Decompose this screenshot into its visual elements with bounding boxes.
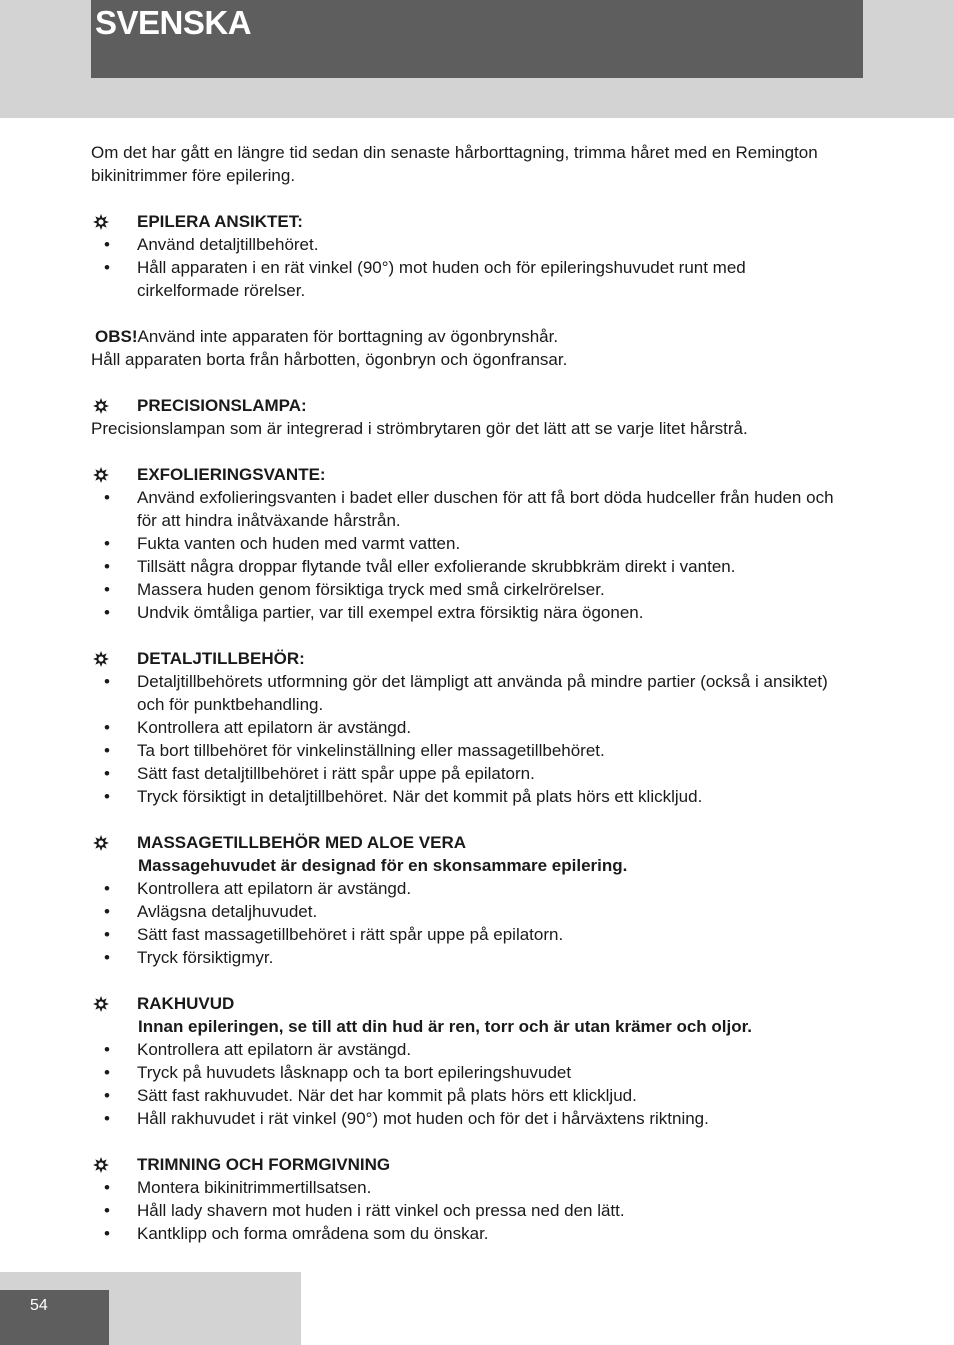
section-subline: Innan epileringen, se till att din hud är ren, torr och är utan krämer och oljor.: [138, 1017, 753, 1036]
section-heading-detail: [91, 647, 851, 670]
list-item: • Massera huden genom försiktiga tryck med små cirkelrörelser.: [104, 580, 605, 599]
sun-burst-icon: [91, 463, 111, 486]
intro-paragraph: Om det har gått en längre tid sedan din senaste hårborttagning, trimma håret med en Remington bikinitrimmer före epilering.: [91, 143, 818, 185]
section-heading-trim: [91, 1153, 851, 1176]
list-item: • Tillsätt några droppar flytande tvål eller exfolierande skrubbkräm direkt i vanten.: [104, 557, 736, 576]
list-item: • Kontrollera att epilatorn är avstängd.: [104, 879, 412, 898]
list-item: • Tryck försiktigt in detaljtillbehöret. När det kommit på plats hörs ett klickljud.: [104, 787, 703, 806]
section-heading-text: PRECISIONSLAMPA:: [137, 396, 307, 415]
list-item: • Tryck försiktigmyr.: [104, 948, 274, 967]
section-heading-glove: [91, 463, 851, 486]
list-item: • Sätt fast massagetillbehöret i rätt spår uppe på epilatorn.: [104, 925, 564, 944]
section-heading-text: EXFOLIERINGSVANTE:: [137, 465, 326, 484]
section-heading-lamp: [91, 394, 851, 417]
sun-burst-icon: [91, 210, 111, 233]
warning-note: [91, 325, 851, 348]
list-item: • Kantklipp och forma områdena som du önskar.: [104, 1224, 489, 1243]
section-subline: Massagehuvudet är designad för en skonsammare epilering.: [138, 856, 628, 875]
list-item: • Sätt fast detaljtillbehöret i rätt spår uppe på epilatorn.: [104, 764, 535, 783]
list-item: • Kontrollera att epilatorn är avstängd.: [104, 1040, 412, 1059]
sun-burst-icon: [91, 647, 111, 670]
sun-burst-icon: [91, 992, 111, 1015]
list-item: • Avlägsna detaljhuvudet.: [104, 902, 318, 921]
list-item: • Montera bikinitrimmertillsatsen.: [104, 1178, 372, 1197]
section-heading-massage: [91, 831, 851, 854]
list-item: • Håll apparaten i en rät vinkel (90°) mot huden och för epileringshuvudet runt med cirkelformade rörelser.: [104, 258, 746, 300]
list-item: • Sätt fast rakhuvudet. När det har kommit på plats hörs ett klickljud.: [104, 1086, 637, 1105]
page-number: 54: [30, 1297, 48, 1314]
list-item: • Fukta vanten och huden med varmt vatten.: [104, 534, 461, 553]
section-heading-text: EPILERA ANSIKTET:: [137, 212, 303, 231]
warning-line: Håll apparaten borta från hårbotten, ögonbryn och ögonfransar.: [91, 350, 568, 369]
section-heading-text: RAKHUVUD: [137, 994, 235, 1013]
warning-text: Använd inte apparaten för borttagning av ögonbrynshår.: [137, 327, 559, 346]
section-heading-text: DETALJTILLBEHÖR:: [137, 649, 305, 668]
sun-burst-icon: [91, 394, 111, 417]
sun-burst-icon: [91, 1153, 111, 1176]
list-item: • Detaljtillbehörets utformning gör det lämpligt att använda på mindre partier (också i ansiktet) och för punktbehandling.: [104, 672, 828, 714]
section-heading-shaver: [91, 992, 851, 1015]
page-number-box: [0, 1290, 109, 1345]
list-item: • Ta bort tillbehöret för vinkelinställning eller massagetillbehöret.: [104, 741, 605, 760]
section-heading-text: MASSAGETILLBEHÖR MED ALOE VERA: [137, 833, 466, 852]
sun-burst-icon: [91, 831, 111, 854]
page-title: SVENSKA: [95, 4, 252, 41]
list-item: • Använd exfolieringsvanten i badet eller duschen för att få bort döda hudceller från huden och för att hindra inåtväxande hårstrån.: [104, 488, 834, 530]
list-item: • Använd detaljtillbehöret.: [104, 235, 319, 254]
warning-label: OBS!: [95, 327, 138, 346]
list-item: • Kontrollera att epilatorn är avstängd.: [104, 718, 412, 737]
section-heading-face: [91, 210, 851, 233]
lamp-text: Precisionslampan som är integrerad i strömbrytaren gör det lätt att se varje litet hårstrå.: [91, 419, 748, 438]
section-heading-text: TRIMNING OCH FORMGIVNING: [137, 1155, 391, 1174]
list-item: • Håll lady shavern mot huden i rätt vinkel och pressa ned den lätt.: [104, 1201, 625, 1220]
main-content: [91, 141, 851, 1245]
list-item: • Undvik ömtåliga partier, var till exempel extra försiktig nära ögonen.: [104, 603, 644, 622]
list-item: • Tryck på huvudets låsknapp och ta bort epileringshuvudet: [104, 1063, 572, 1082]
list-item: • Håll rakhuvudet i rät vinkel (90°) mot huden och för det i hårväxtens riktning.: [104, 1109, 709, 1128]
